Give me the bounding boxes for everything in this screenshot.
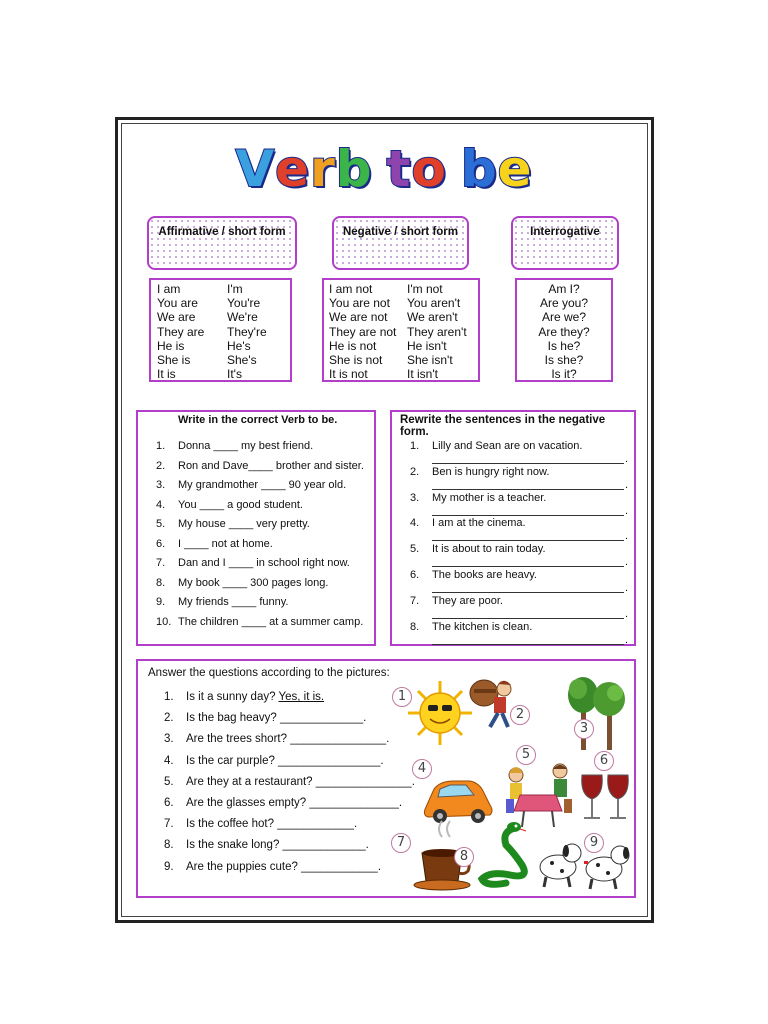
interrogative-table xyxy=(515,278,613,382)
item-number: 7. xyxy=(156,557,166,569)
negative-short-form: We aren't xyxy=(407,310,458,325)
exercise3-item xyxy=(164,839,369,851)
exercise3-item xyxy=(164,861,381,873)
exercise3-item xyxy=(164,797,402,809)
snake-icon xyxy=(482,822,526,884)
exercise3-item xyxy=(164,818,357,830)
item-text: My friends ____ funny. xyxy=(178,596,289,608)
exercise1-item xyxy=(156,518,310,530)
exercise1-item xyxy=(156,538,273,550)
item-text: My mother is a teacher. xyxy=(432,491,547,504)
affirmative-header xyxy=(147,216,297,270)
picture-number-8: 8 xyxy=(454,847,474,867)
affirmative-long-form: She is xyxy=(157,353,191,368)
interrogative-form: Is it? xyxy=(551,367,577,382)
item-text: You ____ a good student. xyxy=(178,498,303,511)
question-text: Is the car purple? ________________. xyxy=(186,754,384,767)
item-text: Dan and I ____ in school right now. xyxy=(178,557,350,569)
answer-line[interactable] xyxy=(432,489,624,490)
exercise2-item xyxy=(410,492,546,504)
title-letter: b xyxy=(460,140,498,198)
item-number: 1. xyxy=(164,691,174,703)
answer-line[interactable] xyxy=(432,540,624,541)
line-end-period: . xyxy=(625,504,629,517)
title-letter: o xyxy=(411,140,447,198)
exercise1-title: Write in the correct Verb to be. xyxy=(178,414,338,426)
negative-short-form: They aren't xyxy=(407,324,467,339)
affirmative-long-form: It is xyxy=(157,367,176,382)
item-text: Lilly and Sean are on vacation. xyxy=(432,440,583,452)
question-text: Are they at a restaurant? _______________. xyxy=(186,775,415,788)
title-letter: e xyxy=(275,140,311,198)
exercise2-item xyxy=(410,440,582,452)
picture-number-3: 3 xyxy=(574,719,594,739)
question-text: Is it a sunny day? xyxy=(186,691,276,703)
negative-short-form: I'm not xyxy=(407,282,443,296)
affirmative-short-form: It's xyxy=(227,367,242,382)
affirmative-long-form: I am xyxy=(157,282,181,296)
answer-line[interactable] xyxy=(432,515,624,516)
item-number: 8. xyxy=(164,839,174,852)
item-text: Ron and Dave____ brother and sister. xyxy=(178,459,364,472)
exercise-pictures xyxy=(136,659,636,898)
exercise3-item xyxy=(164,691,324,703)
item-text: Donna ____ my best friend. xyxy=(178,440,314,452)
picture-number-9: 9 xyxy=(584,833,604,853)
item-number: 3. xyxy=(156,479,166,491)
interrogative-header-label: Interrogative xyxy=(530,226,600,238)
item-number: 4. xyxy=(164,754,174,767)
exercise1-item xyxy=(156,577,328,589)
item-text: The children ____ at a summer camp. xyxy=(178,615,364,628)
sample-answer: Yes, it is. xyxy=(278,691,325,703)
picture-number-4: 4 xyxy=(412,759,432,779)
wine-glasses-icon xyxy=(582,775,629,818)
negative-long-form: He is not xyxy=(329,338,377,353)
puppies-icon xyxy=(540,844,629,889)
exercise2-item xyxy=(410,466,549,478)
exercise2-item xyxy=(410,595,503,607)
exercise1-item xyxy=(156,440,313,452)
exercise1-item xyxy=(156,616,363,628)
item-text: My book ____ 300 pages long. xyxy=(178,576,329,589)
item-text: The kitchen is clean. xyxy=(432,620,533,633)
item-number: 7. xyxy=(164,818,174,831)
answer-line[interactable] xyxy=(432,644,624,645)
item-number: 6. xyxy=(410,569,420,581)
item-number: 1. xyxy=(410,440,420,452)
negative-long-form: It is not xyxy=(329,367,368,382)
exercise2-item xyxy=(410,569,537,581)
picture-number-5: 5 xyxy=(516,745,536,765)
question-text: Are the puppies cute? ____________. xyxy=(186,860,382,873)
item-number: 4. xyxy=(156,498,166,511)
question-text: Is the snake long? _____________. xyxy=(186,839,369,852)
car-icon xyxy=(424,781,492,823)
item-number: 3. xyxy=(410,491,420,504)
negative-header xyxy=(332,216,469,270)
item-text: They are poor. xyxy=(432,594,503,607)
exercise1-item xyxy=(156,596,288,608)
item-number: 3. xyxy=(164,733,174,746)
negative-long-form: She is not xyxy=(329,353,383,368)
line-end-period: . xyxy=(625,478,629,491)
item-number: 5. xyxy=(410,543,420,556)
trees-icon xyxy=(568,677,625,750)
interrogative-form: Is he? xyxy=(547,338,581,353)
affirmative-table xyxy=(149,278,292,382)
answer-line[interactable] xyxy=(432,592,624,593)
picture-number-6: 6 xyxy=(594,751,614,771)
picture-number-1: 1 xyxy=(392,687,412,707)
item-text: My house ____ very pretty. xyxy=(178,518,310,530)
page-title xyxy=(0,140,768,198)
affirmative-short-form: I'm xyxy=(227,282,243,296)
affirmative-short-form: You're xyxy=(227,296,261,311)
exercise1-item xyxy=(156,557,350,569)
interrogative-form: Are we? xyxy=(541,310,587,325)
item-number: 1. xyxy=(156,440,166,452)
item-number: 2. xyxy=(410,465,420,478)
picture-number-7: 7 xyxy=(391,833,411,853)
picture-number-2: 2 xyxy=(510,705,530,725)
line-end-period: . xyxy=(625,453,629,465)
interrogative-header xyxy=(511,216,619,270)
affirmative-long-form: We are xyxy=(157,310,196,325)
title-letter: b xyxy=(335,140,373,198)
question-text: Are the trees short? _______________. xyxy=(186,733,390,746)
negative-header-label: Negative / short form xyxy=(342,226,459,238)
negative-long-form: I am not xyxy=(329,282,373,296)
negative-short-form: It isn't xyxy=(407,367,438,382)
exercise3-item xyxy=(164,733,389,745)
negative-long-form: We are not xyxy=(329,310,388,325)
exercise-negative-form xyxy=(390,410,636,646)
negative-long-form: They are not xyxy=(329,324,397,339)
exercise3-title: Answer the questions according to the pictures: xyxy=(148,667,390,679)
question-text: Are the glasses empty? ______________. xyxy=(186,797,403,809)
item-number: 6. xyxy=(156,537,166,550)
question-text: Is the coffee hot? ____________. xyxy=(186,818,358,831)
title-letter: r xyxy=(310,140,336,198)
item-number: 9. xyxy=(156,596,166,608)
negative-long-form: You are not xyxy=(329,296,390,311)
affirmative-short-form: He's xyxy=(227,338,251,353)
item-number: 2. xyxy=(156,459,166,472)
exercise3-item xyxy=(164,776,415,788)
question-text: Is the bag heavy? _____________. xyxy=(186,712,367,725)
exercise1-item xyxy=(156,460,364,472)
negative-table xyxy=(322,278,480,382)
line-end-period: . xyxy=(625,530,629,543)
line-end-period: . xyxy=(625,582,629,594)
exercise1-item xyxy=(156,479,346,491)
item-number: 5. xyxy=(156,518,166,530)
title-letter: t xyxy=(386,140,412,198)
item-number: 5. xyxy=(164,775,174,788)
interrogative-form: Are you? xyxy=(539,296,589,311)
item-number: 2. xyxy=(164,712,174,725)
answer-line[interactable] xyxy=(432,618,624,619)
interrogative-form: Am I? xyxy=(548,282,580,296)
negative-short-form: He isn't xyxy=(407,338,447,353)
restaurant-couple-icon xyxy=(506,764,572,827)
exercise2-item xyxy=(410,517,526,529)
exercise2-item xyxy=(410,621,532,633)
answer-line[interactable] xyxy=(432,463,624,464)
line-end-period: . xyxy=(625,556,629,569)
item-number: 6. xyxy=(164,797,174,809)
exercise-verb-to-be xyxy=(136,410,376,646)
title-letter: e xyxy=(497,140,533,198)
line-end-period: . xyxy=(625,633,629,646)
item-text: My grandmother ____ 90 year old. xyxy=(178,479,347,491)
exercise1-item xyxy=(156,499,303,511)
exercise2-title: Rewrite the sentences in the negative form. xyxy=(400,414,606,438)
item-number: 4. xyxy=(410,517,420,530)
title-space xyxy=(373,140,387,198)
exercise3-item xyxy=(164,755,384,767)
affirmative-short-form: She's xyxy=(227,353,257,368)
title-space xyxy=(447,140,461,198)
item-text: I ____ not at home. xyxy=(178,537,273,550)
title-letter: V xyxy=(235,140,276,198)
affirmative-long-form: They are xyxy=(157,324,205,339)
item-text: I am at the cinema. xyxy=(432,517,526,530)
item-text: The books are heavy. xyxy=(432,569,537,581)
sun-icon xyxy=(408,681,472,745)
affirmative-short-form: They're xyxy=(227,324,267,339)
interrogative-form: Are they? xyxy=(538,324,590,339)
item-number: 10. xyxy=(156,615,172,628)
item-text: Ben is hungry right now. xyxy=(432,465,550,478)
affirmative-long-form: He is xyxy=(157,338,185,353)
exercise3-item xyxy=(164,712,366,724)
answer-line[interactable] xyxy=(432,566,624,567)
negative-short-form: She isn't xyxy=(407,353,453,368)
line-end-period: . xyxy=(625,607,629,620)
affirmative-long-form: You are xyxy=(157,296,198,311)
affirmative-short-form: We're xyxy=(227,310,258,325)
exercise2-item xyxy=(410,543,546,555)
affirmative-header-label: Affirmative / short form xyxy=(158,226,286,238)
item-number: 7. xyxy=(410,594,420,607)
item-number: 8. xyxy=(410,620,420,633)
interrogative-form: Is she? xyxy=(544,353,584,368)
item-number: 8. xyxy=(156,576,166,589)
item-number: 9. xyxy=(164,860,174,873)
boy-with-heavy-bag-icon xyxy=(470,680,511,727)
negative-short-form: You aren't xyxy=(407,296,461,311)
item-text: It is about to rain today. xyxy=(432,543,546,556)
